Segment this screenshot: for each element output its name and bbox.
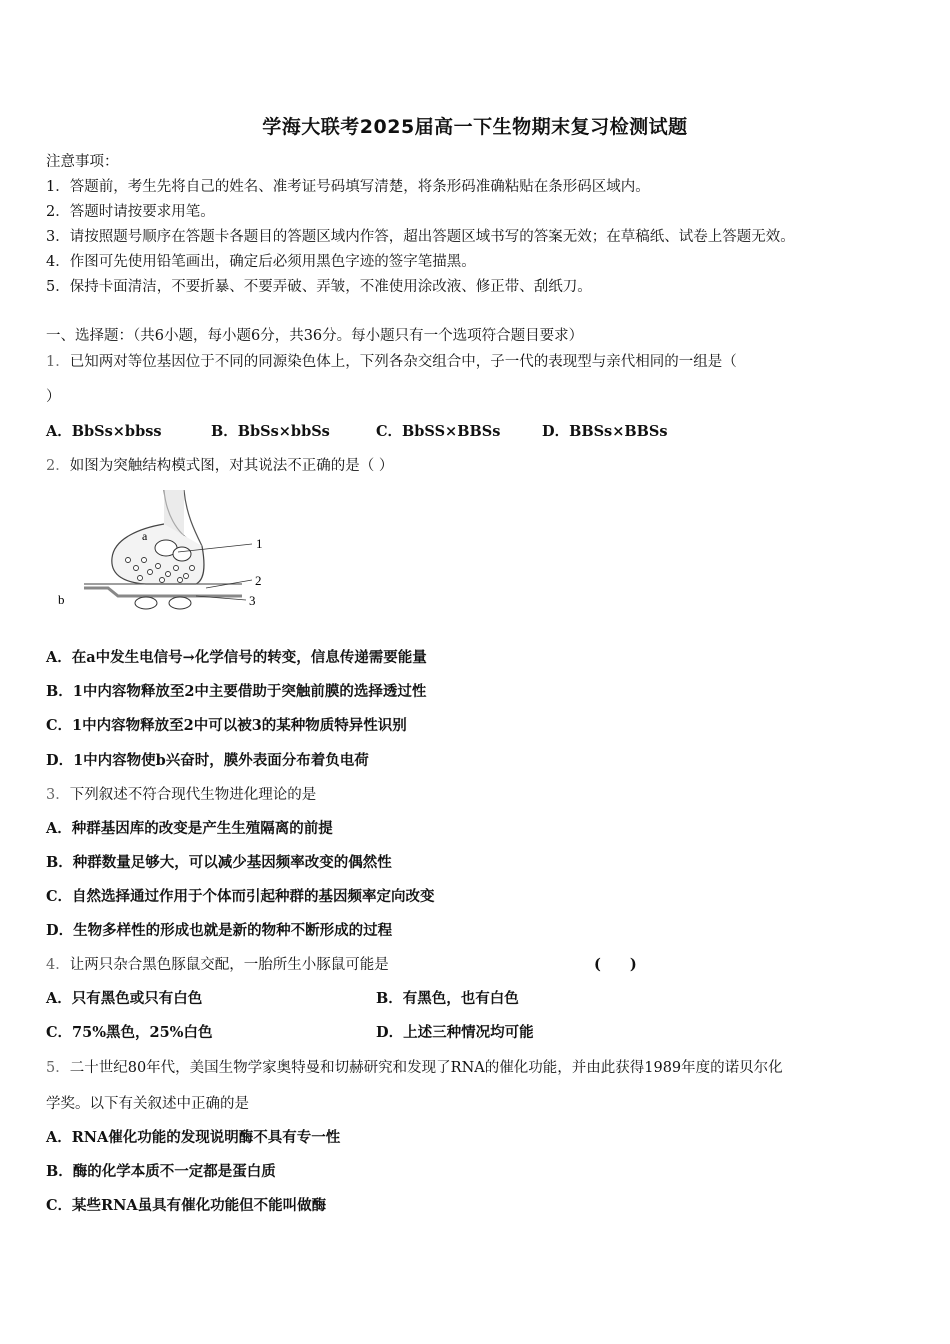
question-stem: 已知两对等位基因位于不同的同源染色体上，下列各杂交组合中，子一代的表现型与亲代相同的一组是（ bbox=[69, 354, 737, 370]
label-3: 3 bbox=[249, 593, 256, 608]
option-a: A．RNA催化功能的发现说明酶不具有专一性 bbox=[46, 1129, 341, 1146]
question-number: 4． bbox=[46, 957, 70, 973]
option-a: A．只有黑色或只有白色 bbox=[46, 990, 203, 1007]
question-number: 1． bbox=[46, 354, 70, 370]
option-d: D．BBSs×BBSs bbox=[542, 423, 668, 440]
question-stem: 如图为突触结构模式图，对其说法不正确的是（ ） bbox=[69, 458, 394, 474]
question-3 bbox=[46, 785, 316, 805]
question-stem-cont: ） bbox=[46, 389, 61, 405]
label-2: 2 bbox=[255, 573, 262, 588]
notice-item: 4．作图可先使用铅笔画出，确定后必须用黑色字迹的签字笔描黑。 bbox=[46, 254, 476, 270]
option-c: C．75%黑色，25%白色 bbox=[46, 1024, 213, 1041]
label-1: 1 bbox=[256, 536, 263, 551]
option-b: B．种群数量足够大，可以减少基因频率改变的偶然性 bbox=[46, 854, 392, 871]
label-b: b bbox=[58, 592, 65, 607]
option-b: B．酶的化学本质不一定都是蛋白质 bbox=[46, 1163, 276, 1180]
notice-item: 1．答题前，考生先将自己的姓名、准考证号码填写清楚，将条形码准确粘贴在条形码区域内。 bbox=[46, 179, 650, 195]
answer-bracket: ( ) bbox=[594, 956, 637, 973]
question-4 bbox=[46, 955, 389, 975]
option-c: C．BbSS×BBSs bbox=[376, 423, 501, 440]
option-a: A．种群基因库的改变是产生生殖隔离的前提 bbox=[46, 820, 333, 837]
synapse-diagram bbox=[46, 488, 286, 618]
question-stem: 让两只杂合黑色豚鼠交配，一胎所生小豚鼠可能是 bbox=[69, 957, 389, 973]
option-c: C．1中内容物释放至2中可以被3的某种物质特异性识别 bbox=[46, 717, 407, 734]
section-heading: 一、选择题：（共6小题，每小题6分，共36分。每小题只有一个选项符合题目要求） bbox=[46, 328, 584, 344]
notice-item: 3．请按照题号顺序在答题卡各题目的答题区域内作答，超出答题区域书写的答案无效；在草稿纸、试卷上答题无效。 bbox=[46, 229, 795, 245]
question-number: 3． bbox=[46, 787, 70, 803]
question-number: 5． bbox=[46, 1060, 70, 1076]
option-b: B．有黑色，也有白色 bbox=[376, 990, 519, 1007]
option-b: B．BbSs×bbSs bbox=[211, 423, 330, 440]
question-number: 2． bbox=[46, 458, 70, 474]
option-d: D．生物多样性的形成也就是新的物种不断形成的过程 bbox=[46, 922, 393, 939]
notice-item: 2．答题时请按要求用笔。 bbox=[46, 204, 215, 220]
question-stem: 下列叙述不符合现代生物进化理论的是 bbox=[69, 787, 317, 803]
question-stem-cont: 学奖。以下有关叙述中正确的是 bbox=[46, 1096, 249, 1112]
option-c: C．某些RNA虽具有催化功能但不能叫做酶 bbox=[46, 1197, 327, 1214]
question-2 bbox=[46, 456, 393, 476]
option-a: A．BbSs×bbss bbox=[46, 423, 162, 440]
page-title: 学海大联考2025届高一下生物期末复习检测试题 bbox=[262, 116, 688, 138]
notice-item: 5．保持卡面清洁，不要折暴、不要弄破、弄皱，不准使用涂改液、修正带、刮纸刀。 bbox=[46, 279, 592, 295]
question-1 bbox=[46, 352, 737, 372]
option-a: A．在a中发生电信号→化学信号的转变，信息传递需要能量 bbox=[46, 649, 427, 666]
option-b: B．1中内容物释放至2中主要借助于突触前膜的选择透过性 bbox=[46, 683, 427, 700]
question-stem: 二十世纪80年代，美国生物学家奥特曼和切赫研究和发现了RNA的催化功能，并由此获得1989年度的诺贝尔化 bbox=[69, 1060, 783, 1076]
option-c: C．自然选择通过作用于个体而引起种群的基因频率定向改变 bbox=[46, 888, 435, 905]
option-d: D．上述三种情况均可能 bbox=[376, 1024, 534, 1041]
option-d: D．1中内容物使b兴奋时，膜外表面分布着负电荷 bbox=[46, 752, 369, 769]
label-a: a bbox=[142, 529, 148, 543]
notice-heading: 注意事项： bbox=[46, 154, 119, 170]
question-5 bbox=[46, 1058, 783, 1078]
